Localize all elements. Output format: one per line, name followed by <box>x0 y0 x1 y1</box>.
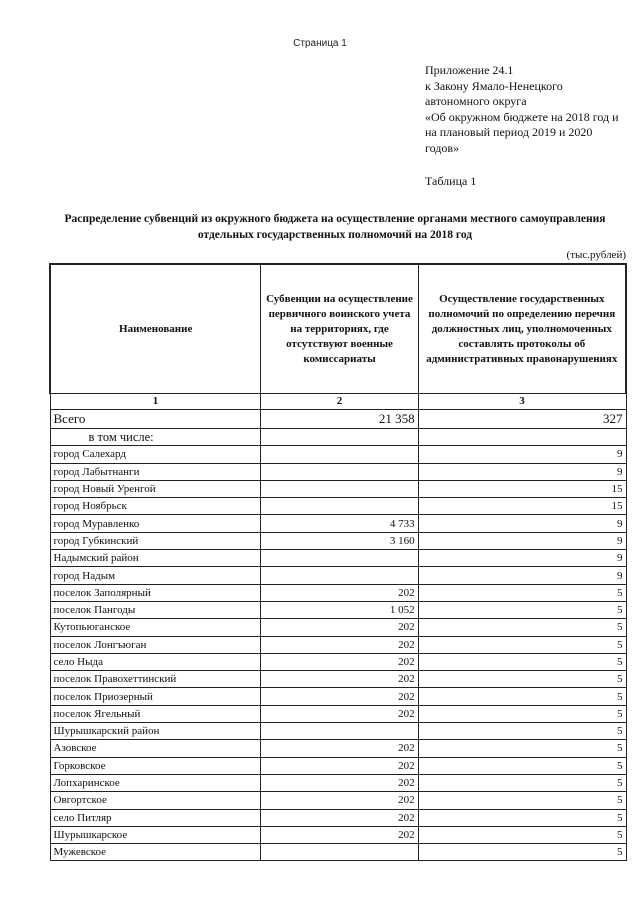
administrative-protocols-value: 9 <box>418 515 626 532</box>
municipality-name: село Питляр <box>50 809 261 826</box>
municipality-name: город Ноябрьск <box>50 498 261 515</box>
administrative-protocols-value: 5 <box>418 653 626 670</box>
military-registration-value: 202 <box>261 740 418 757</box>
appendix-line: к Закону Ямало-Ненецкого <box>425 78 563 93</box>
administrative-protocols-value: 5 <box>418 636 626 653</box>
military-registration-value <box>261 567 418 584</box>
table-row <box>50 653 626 670</box>
table-row <box>50 601 626 618</box>
administrative-protocols-value: 9 <box>418 550 626 567</box>
subventions-table <box>49 263 627 861</box>
column-header-administrative-protocols: Осуществление государственных полномочий по определению перечня должностных лиц, уполномоченных составлять протоколы об административных правонарушениях <box>418 264 626 394</box>
municipality-name: Лопхаринское <box>50 774 261 791</box>
appendix-block <box>425 63 630 156</box>
municipality-name: Азовское <box>50 740 261 757</box>
column-header-military-registration: Субвенции на осуществление первичного воинского учета на территориях, где отсутствуют военные комиссариаты <box>261 264 418 394</box>
military-registration-value: 202 <box>261 757 418 774</box>
municipality-name: город Надым <box>50 567 261 584</box>
military-registration-value: 202 <box>261 705 418 722</box>
table-row <box>50 636 626 653</box>
column-number: 1 <box>50 394 261 410</box>
table-row <box>50 515 626 532</box>
administrative-protocols-value: 5 <box>418 774 626 791</box>
table-row <box>50 480 626 497</box>
administrative-protocols-value: 9 <box>418 463 626 480</box>
appendix-line: автономного округа <box>425 94 527 108</box>
table-row <box>50 463 626 480</box>
table-row <box>50 740 626 757</box>
table-row <box>50 550 626 567</box>
municipality-name: город Губкинский <box>50 532 261 549</box>
administrative-protocols-value: 9 <box>418 532 626 549</box>
administrative-protocols-value: 5 <box>418 584 626 601</box>
table-row <box>50 826 626 843</box>
table-row <box>50 809 626 826</box>
municipality-name: Мужевское <box>50 844 261 861</box>
table-row <box>50 774 626 791</box>
military-registration-value: 3 160 <box>261 532 418 549</box>
military-registration-value: 202 <box>261 636 418 653</box>
administrative-protocols-value: 5 <box>418 809 626 826</box>
military-registration-value: 202 <box>261 826 418 843</box>
document-title <box>20 211 640 243</box>
municipality-name: поселок Правохеттинский <box>50 671 261 688</box>
military-registration-value: 4 733 <box>261 515 418 532</box>
military-registration-value: 202 <box>261 809 418 826</box>
page-label: Страница 1 <box>293 38 347 49</box>
administrative-protocols-value: 5 <box>418 601 626 618</box>
administrative-protocols-value: 9 <box>418 446 626 463</box>
municipality-name: поселок Пангоды <box>50 601 261 618</box>
municipality-name: город Новый Уренгой <box>50 480 261 497</box>
table-label: Таблица 1 <box>425 174 477 188</box>
administrative-protocols-value: 5 <box>418 740 626 757</box>
administrative-protocols-value: 15 <box>418 498 626 515</box>
military-registration-value: 1 052 <box>261 601 418 618</box>
total-label: Всего <box>50 410 261 429</box>
table-row <box>50 532 626 549</box>
table-row <box>50 723 626 740</box>
document-title-line: отдельных государственных полномочий на 2018 год <box>197 229 473 241</box>
total-administrative-protocols: 327 <box>418 410 626 429</box>
administrative-protocols-value: 5 <box>418 671 626 688</box>
administrative-protocols-value: 5 <box>418 619 626 636</box>
unit-label: (тыс.рублей) <box>566 249 626 261</box>
municipality-name: город Муравленко <box>50 515 261 532</box>
military-registration-value: 202 <box>261 774 418 791</box>
table-row <box>50 498 626 515</box>
military-registration-value: 202 <box>261 619 418 636</box>
table-row <box>50 705 626 722</box>
administrative-protocols-value: 15 <box>418 480 626 497</box>
administrative-protocols-value: 5 <box>418 723 626 740</box>
total-row <box>50 410 626 429</box>
municipality-name: город Лабытнанги <box>50 463 261 480</box>
military-registration-value <box>261 723 418 740</box>
table-body <box>50 410 626 861</box>
military-registration-value <box>261 446 418 463</box>
municipality-name: Овгортское <box>50 792 261 809</box>
appendix-line: «Об окружном бюджете на 2018 год и <box>425 109 619 124</box>
empty-cell <box>418 429 626 446</box>
military-registration-value: 202 <box>261 671 418 688</box>
administrative-protocols-value: 5 <box>418 688 626 705</box>
table-row <box>50 792 626 809</box>
administrative-protocols-value: 5 <box>418 757 626 774</box>
table-row <box>50 757 626 774</box>
military-registration-value: 202 <box>261 688 418 705</box>
municipality-name: Надымский район <box>50 550 261 567</box>
appendix-line: годов» <box>425 140 460 155</box>
municipality-name: поселок Приозерный <box>50 688 261 705</box>
municipality-name: поселок Лонгъюган <box>50 636 261 653</box>
table-row <box>50 671 626 688</box>
appendix-line: Приложение 24.1 <box>425 63 514 77</box>
municipality-name: Шурышкарское <box>50 826 261 843</box>
table-row <box>50 619 626 636</box>
municipality-name: поселок Заполярный <box>50 584 261 601</box>
total-military-registration: 21 358 <box>261 410 418 429</box>
column-header-name: Наименование <box>50 264 261 394</box>
subtotal-row <box>50 429 626 446</box>
municipality-name: Кутопьюганское <box>50 619 261 636</box>
municipality-name: город Салехард <box>50 446 261 463</box>
table-row <box>50 688 626 705</box>
municipality-name: Горковское <box>50 757 261 774</box>
municipality-name: поселок Ягельный <box>50 705 261 722</box>
table-row <box>50 567 626 584</box>
military-registration-value <box>261 498 418 515</box>
municipality-name: село Ныда <box>50 653 261 670</box>
administrative-protocols-value: 5 <box>418 844 626 861</box>
subtotal-label: в том числе: <box>50 429 261 446</box>
administrative-protocols-value: 9 <box>418 567 626 584</box>
table-row <box>50 584 626 601</box>
column-number: 2 <box>261 394 418 410</box>
military-registration-value <box>261 463 418 480</box>
column-number: 3 <box>418 394 626 410</box>
military-registration-value: 202 <box>261 653 418 670</box>
military-registration-value: 202 <box>261 792 418 809</box>
administrative-protocols-value: 5 <box>418 705 626 722</box>
table-row <box>50 844 626 861</box>
empty-cell <box>261 429 418 446</box>
military-registration-value: 202 <box>261 584 418 601</box>
administrative-protocols-value: 5 <box>418 826 626 843</box>
military-registration-value <box>261 480 418 497</box>
table-row <box>50 446 626 463</box>
administrative-protocols-value: 5 <box>418 792 626 809</box>
military-registration-value <box>261 844 418 861</box>
municipality-name: Шурышкарский район <box>50 723 261 740</box>
military-registration-value <box>261 550 418 567</box>
document-title-line: Распределение субвенций из окружного бюджета на осуществление органами местного самоуправления <box>64 213 606 225</box>
appendix-line: на плановый период 2019 и 2020 <box>425 125 593 139</box>
